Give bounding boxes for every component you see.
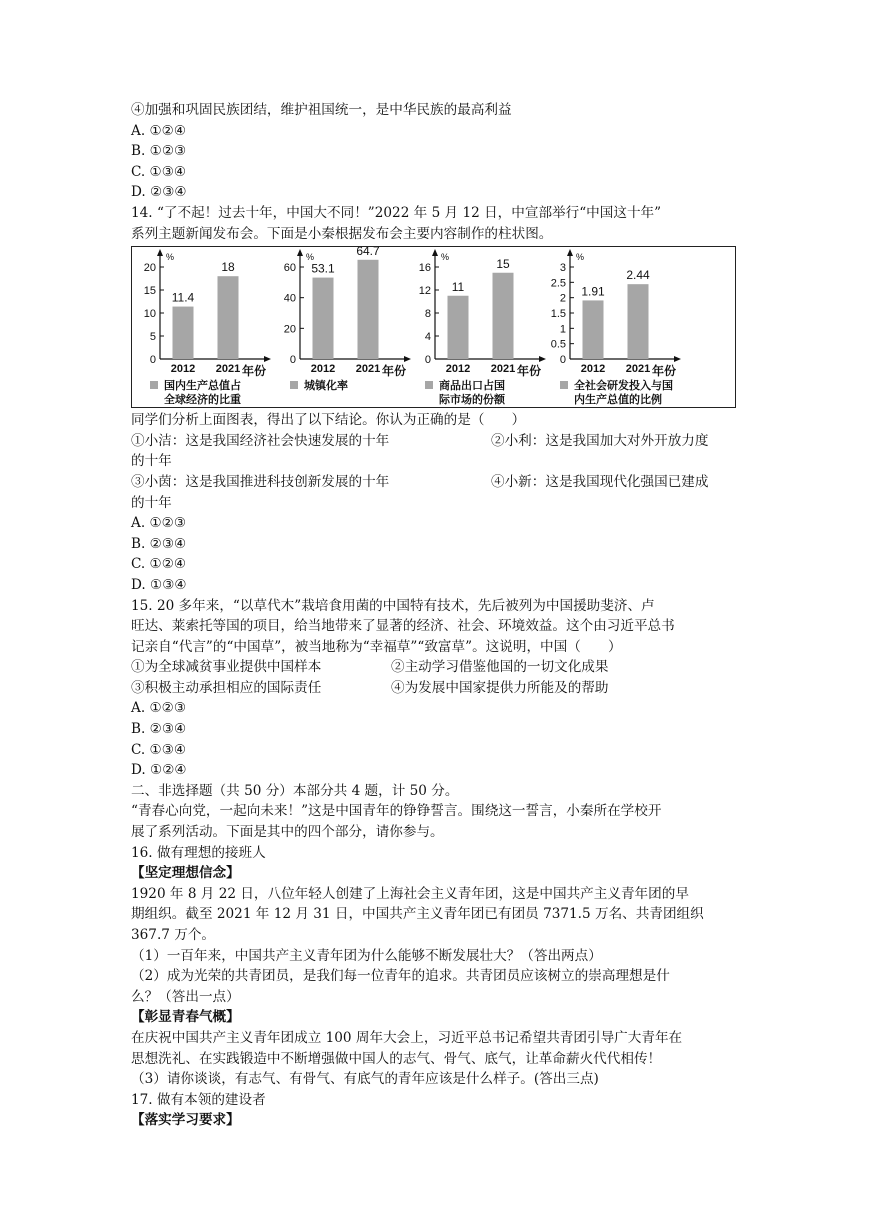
chart1-x-arrow bbox=[264, 356, 271, 362]
q16-title: 16. 做有理想的接班人 bbox=[131, 844, 266, 861]
chart1-tick-label: 20 bbox=[143, 262, 156, 275]
q14-statement-3: ③小茵：这是我国推进科技创新发展的十年 bbox=[131, 473, 390, 490]
chart3-bar-2021 bbox=[493, 273, 514, 359]
q14-option-a[interactable]: A. ①②③ bbox=[131, 515, 187, 532]
chart4-tick-label: 1 bbox=[559, 323, 566, 336]
q15-option-b[interactable]: B. ②③④ bbox=[131, 721, 187, 738]
chart4-tick-label: 1.5 bbox=[550, 308, 566, 321]
q14-stem-line2: 系列主题新闻发布会。下面是小秦根据发布会主要内容制作的柱状图。 bbox=[131, 225, 553, 242]
chart4-bar-2021 bbox=[628, 284, 649, 359]
chart3-data-label: 11 bbox=[451, 279, 465, 294]
q15-option-d[interactable]: D. ①②④ bbox=[131, 762, 187, 779]
q15-option-a[interactable]: A. ①②③ bbox=[131, 700, 187, 717]
q16-question-3: （3）请你谈谈，有志气、有骨气、有底气的青年应该是什么样子。(答出三点) bbox=[131, 1071, 599, 1088]
q14-statement-4: ④小新：这是我国现代化强国已建成 bbox=[491, 473, 709, 490]
q15-stem-line1: 15. 20 多年来，“以草代木”栽培食用菌的中国特有技术，先后被列为中国援助斐济、卢 bbox=[131, 597, 655, 614]
chart3-legend-swatch bbox=[425, 381, 433, 389]
q15-statement-1: ①为全球减贫事业提供中国样本 bbox=[131, 659, 322, 676]
chart3-x-arrow bbox=[539, 356, 546, 362]
q14-option-c[interactable]: C. ①②④ bbox=[131, 556, 187, 573]
chart2-unit: % bbox=[306, 252, 315, 263]
chart2-tick-label: 20 bbox=[283, 323, 296, 336]
q16-material-line3: 367.7 万个。 bbox=[131, 927, 216, 943]
chart4-y-arrow bbox=[567, 249, 573, 256]
chart3-bar-2012 bbox=[448, 296, 469, 359]
q17-title: 17. 做有本领的建设者 bbox=[131, 1091, 266, 1108]
q16-material-line2: 期组织。截至 2021 年 12 月 31 日，中国共产主义青年团已有团员 7371.5 万名、共青团组织 bbox=[131, 906, 704, 923]
chart2-data-label: 53.1 bbox=[311, 261, 335, 276]
q14-statement-2: ②小利：这是我国加大对外开放力度 bbox=[491, 432, 709, 449]
q14-stem-line1: 14. “了不起！过去十年，中国大不同！”2022 年 5 月 12 日，中宣部举行“中国这十年” bbox=[131, 204, 662, 221]
chart4-unit: % bbox=[576, 252, 585, 263]
q15-option-c[interactable]: C. ①③④ bbox=[131, 741, 187, 758]
q13-option-d[interactable]: D. ②③④ bbox=[131, 184, 187, 201]
chart1-bar-2021 bbox=[218, 276, 239, 359]
chart3-tick-label: 4 bbox=[424, 331, 431, 344]
chart1-category-label: 2021 bbox=[215, 363, 241, 376]
chart1-tick-label: 0 bbox=[149, 354, 156, 367]
chart4-x-label: 年份 bbox=[651, 364, 677, 379]
chart4-tick-label: 3 bbox=[559, 262, 566, 275]
chart4-legend-text: 全社会研发投入与国 bbox=[574, 380, 673, 393]
chart4-bar-2012 bbox=[583, 301, 604, 360]
chart2-tick-label: 60 bbox=[283, 262, 296, 275]
chart1-tick-label: 5 bbox=[149, 331, 156, 344]
q14-option-b[interactable]: B. ②③④ bbox=[131, 535, 187, 552]
q14-after-chart: 同学们分析上面图表，得出了以下结论。你认为正确的是（ ） bbox=[131, 412, 526, 429]
chart2-bar-2021 bbox=[358, 260, 379, 359]
chart2-x-label: 年份 bbox=[381, 364, 407, 379]
chart1-unit: % bbox=[166, 252, 175, 263]
q13-option-c[interactable]: C. ①③④ bbox=[131, 163, 187, 180]
q14-statements-row1 bbox=[131, 431, 741, 452]
chart1-legend-text: 全球经济的比重 bbox=[164, 394, 241, 407]
q16-question-2-line1: （2）成为光荣的共青团员，是我们每一位青年的追求。共青团员应该树立的崇高理想是什 bbox=[131, 968, 670, 985]
q14-statement-2-cont: 的十年 bbox=[131, 453, 172, 470]
chart3-tick-label: 0 bbox=[424, 354, 431, 367]
chart3-legend-text: 商品出口占国 bbox=[439, 380, 505, 393]
q16-material-line5: 思想洗礼、在实践锻造中不断增强做中国人的志气、骨气、底气，让革命薪火代代相传！ bbox=[131, 1050, 662, 1067]
exam-page bbox=[131, 100, 741, 1131]
q16-material-line4: 在庆祝中国共产主义青年团成立 100 周年大会上，习近平总书记希望共青团引导广大青年在 bbox=[131, 1029, 683, 1046]
q14-statement-1: ①小洁：这是我国经济社会快速发展的十年 bbox=[131, 432, 390, 449]
bar-chart-panel bbox=[131, 246, 736, 408]
chart3-legend-text: 际市场的份额 bbox=[439, 394, 505, 407]
chart1-bar-2012 bbox=[173, 307, 194, 359]
chart2-legend-swatch bbox=[290, 381, 298, 389]
chart2-x-arrow bbox=[404, 356, 411, 362]
q13-option-a[interactable]: A. ①②④ bbox=[131, 122, 187, 139]
chart1-data-label: 18 bbox=[221, 260, 235, 275]
chart3-data-label: 15 bbox=[496, 256, 510, 271]
chart1-tick-label: 15 bbox=[143, 285, 156, 298]
q15-statement-2: ②主动学习借鉴他国的一切文化成果 bbox=[391, 659, 609, 676]
chart1-y-arrow bbox=[157, 249, 163, 256]
part2-intro-line2: 展了系列活动。下面是其中的四个部分，请你参与。 bbox=[131, 824, 444, 841]
chart3-y-arrow bbox=[432, 249, 438, 256]
chart1-legend-text: 国内生产总值占 bbox=[164, 380, 241, 393]
chart1-legend-swatch bbox=[150, 381, 158, 389]
chart1-x-label: 年份 bbox=[241, 364, 267, 379]
q16-material-line1: 1920 年 8 月 22 日，八位年轻人创建了上海社会主义青年团，这是中国共产主义青年团的早 bbox=[131, 885, 689, 902]
chart3-unit: % bbox=[441, 252, 450, 263]
chart4-tick-label: 2 bbox=[559, 292, 566, 305]
bar-charts-svg bbox=[132, 247, 734, 406]
chart3-tick-label: 12 bbox=[418, 285, 431, 298]
chart3-tick-label: 8 bbox=[424, 308, 431, 321]
q15-statements-row2 bbox=[131, 678, 741, 699]
chart1-tick-label: 10 bbox=[143, 308, 156, 321]
chart4-legend-swatch bbox=[560, 381, 568, 389]
q16-question-2-line2: 么？（答出一点） bbox=[131, 988, 240, 1005]
chart2-tick-label: 0 bbox=[289, 354, 296, 367]
chart4-data-label: 1.91 bbox=[581, 284, 605, 299]
q15-statements-row1 bbox=[131, 657, 741, 678]
chart4-x-arrow bbox=[674, 356, 681, 362]
chart3-category-label: 2021 bbox=[490, 363, 516, 376]
chart4-data-label: 2.44 bbox=[626, 268, 650, 283]
chart3-category-label: 2012 bbox=[445, 363, 471, 376]
chart4-legend-text: 内生产总值的比例 bbox=[574, 394, 662, 407]
chart4-category-label: 2012 bbox=[580, 363, 606, 376]
chart4-tick-label: 2.5 bbox=[550, 277, 566, 290]
q14-option-d[interactable]: D. ①③④ bbox=[131, 576, 187, 593]
chart1-category-label: 2012 bbox=[170, 363, 196, 376]
q13-option-b[interactable]: B. ①②③ bbox=[131, 143, 187, 160]
q14-statements-row2 bbox=[131, 472, 741, 493]
chart4-category-label: 2021 bbox=[625, 363, 651, 376]
part2-intro-line1: “青春心向党，一起向未来！”这是中国青年的铮铮誓言。围绕这一誓言，小秦所在学校开 bbox=[131, 803, 662, 820]
chart2-category-label: 2012 bbox=[310, 363, 336, 376]
chart4-tick-label: 0.5 bbox=[550, 338, 566, 351]
q16-section-spirit: 【彰显青春气概】 bbox=[131, 1009, 240, 1026]
q16-question-1: （1）一百年来，中国共产主义青年团为什么能够不断发展壮大？（答出两点） bbox=[131, 947, 602, 964]
chart2-legend-text: 城镇化率 bbox=[304, 380, 348, 393]
chart2-data-label: 64.7 bbox=[356, 247, 380, 258]
q15-stem-line3: 记亲自“代言”的“中国草”，被当地称为“幸福草”“致富草”。这说明，中国（ ） bbox=[131, 638, 622, 655]
q17-section-study: 【落实学习要求】 bbox=[131, 1112, 240, 1129]
part2-heading: 二、非选择题（共 50 分）本部分共 4 题，计 50 分。 bbox=[131, 782, 459, 799]
chart3-x-label: 年份 bbox=[516, 364, 542, 379]
chart3-tick-label: 16 bbox=[418, 262, 431, 275]
q16-section-ideals: 【坚定理想信念】 bbox=[131, 865, 240, 882]
chart2-bar-2012 bbox=[313, 278, 334, 359]
chart4-tick-label: 0 bbox=[559, 354, 566, 367]
q14-statement-4-cont: 的十年 bbox=[131, 494, 172, 511]
q15-statement-4: ④为发展中国家提供力所能及的帮助 bbox=[391, 679, 609, 696]
chart1-data-label: 11.4 bbox=[171, 290, 195, 305]
q15-stem-line2: 旺达、莱索托等国的项目，给当地带来了显著的经济、社会、环境效益。这个由习近平总书 bbox=[131, 618, 675, 635]
q15-statement-3: ③积极主动承担相应的国际责任 bbox=[131, 679, 322, 696]
chart2-y-arrow bbox=[297, 249, 303, 256]
chart2-tick-label: 40 bbox=[283, 292, 296, 305]
q13-statement-4: ④加强和巩固民族团结，维护祖国统一，是中华民族的最高利益 bbox=[131, 102, 512, 118]
chart2-category-label: 2021 bbox=[355, 363, 381, 376]
